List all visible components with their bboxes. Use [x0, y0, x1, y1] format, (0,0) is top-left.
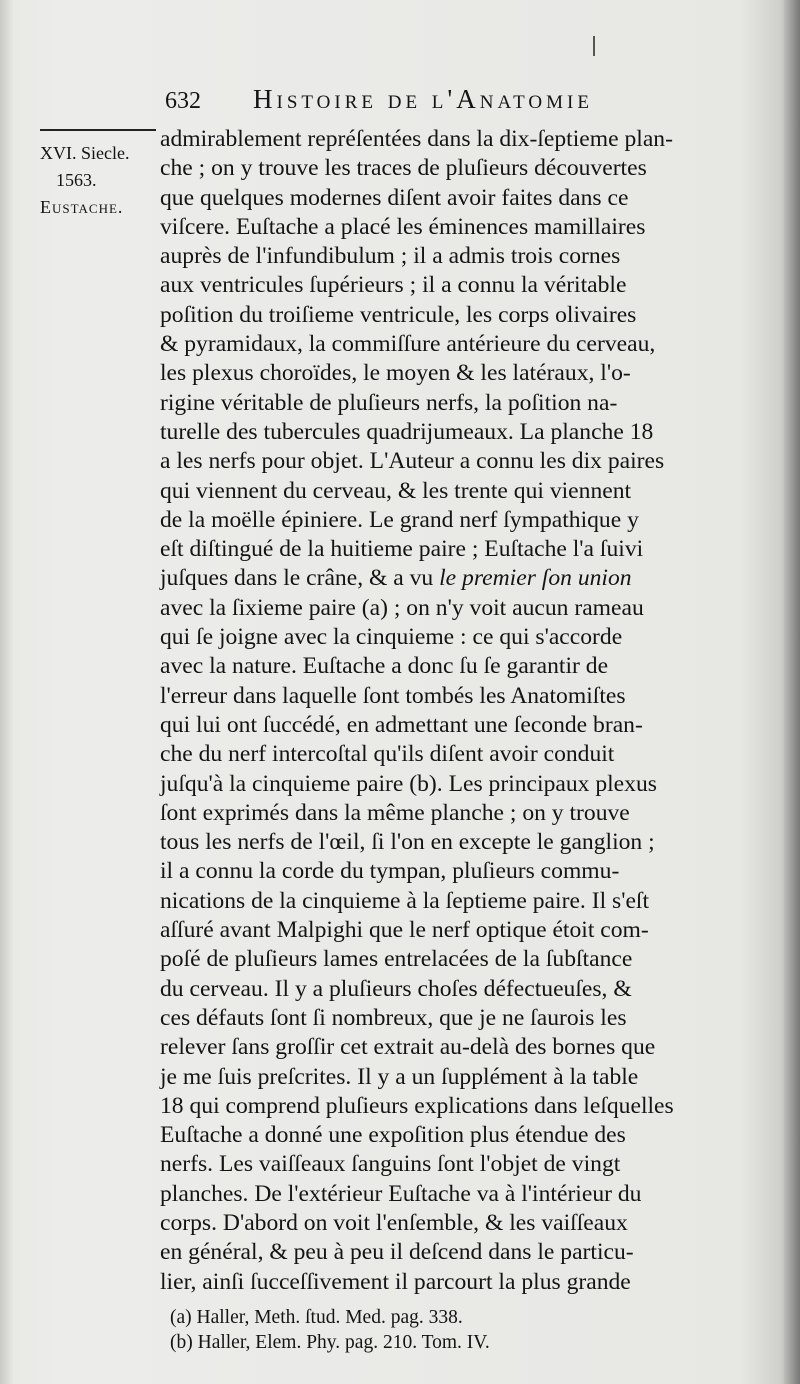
- text-line: aux ventricules ſupérieurs ; il a connu la véritable: [160, 272, 627, 299]
- text-line: ſont exprimés dans la même planche ; on y trouve: [160, 799, 630, 826]
- margin-century: XVI. Siecle.: [40, 143, 130, 163]
- text-line: a les nerfs pour objet. L'Auteur a connu les dix paires: [160, 448, 665, 475]
- text-line: les plexus choroïdes, le moyen & les latéraux, l'o-: [160, 360, 631, 387]
- text-line: & pyramidaux, la commiſſure antérieure du cerveau,: [160, 331, 656, 358]
- text-line: en général, & peu à peu il deſcend dans le particu-: [160, 1239, 634, 1266]
- main-text: [160, 125, 760, 1297]
- footnotes: [170, 1305, 730, 1355]
- text-line: poſition du troiſieme ventricule, les corps olivaires: [160, 301, 637, 328]
- text-line: 18 qui comprend pluſieurs explications dans leſquelles: [160, 1092, 674, 1119]
- running-head: [165, 84, 725, 124]
- footnote-b: (b) Haller, Elem. Phy. pag. 210. Tom. IV.: [170, 1332, 490, 1353]
- text-line: turelle des tubercules quadrijumeaux. La planche 18: [160, 418, 654, 445]
- text-line: poſé de pluſieurs lames entrelacées de la ſubſtance: [160, 946, 633, 973]
- text-line: che du nerf intercoſtal qu'ils diſent avoir conduit: [160, 741, 615, 768]
- text-line: auprès de l'infundibulum ; il a admis trois cornes: [160, 243, 621, 270]
- text-line: eſt diſtingué de la huitieme paire ; Euſtache l'a ſuivi: [160, 536, 644, 563]
- text-line: tous les nerfs de l'œil, ſi l'on en excepte le ganglion ;: [160, 829, 655, 856]
- text-line: avec la nature. Euſtache a donc ſu ſe garantir de: [160, 653, 609, 680]
- footnote-a: (a) Haller, Meth. ſtud. Med. pag. 338.: [170, 1307, 463, 1328]
- text-line: planches. De l'extérieur Euſtache va à l'intérieur du: [160, 1180, 642, 1207]
- margin-year: 1563.: [56, 170, 97, 190]
- text-line: avec la ſixieme paire (a) ; on n'y voit aucun rameau: [160, 594, 644, 621]
- text-line: nications de la cinquieme à la ſeptieme paire. Il s'eſt: [160, 887, 650, 914]
- text-line: que quelques modernes diſent avoir faites dans ce: [160, 184, 629, 211]
- text-line: Euſtache a donné une expoſition plus étendue des: [160, 1122, 626, 1149]
- text-line: nerfs. Les vaiſſeaux ſanguins ſont l'objet de vingt: [160, 1151, 621, 1178]
- text-line: qui viennent du cerveau, & les trente qui viennent: [160, 477, 632, 504]
- text-line: je me ſuis preſcrites. Il y a un ſupplément à la table: [160, 1063, 639, 1090]
- running-title: Histoire de l'Anatomie: [253, 84, 593, 114]
- text-segment: juſques dans le crâne, & a vu: [160, 565, 434, 592]
- margin-notes: [40, 140, 165, 221]
- text-line: [160, 564, 760, 593]
- text-line: lier, ainſi ſucceſſivement il parcourt la plus grande: [160, 1268, 631, 1295]
- text-line: qui lui ont ſuccédé, en admettant une ſeconde bran-: [160, 711, 643, 738]
- text-line: corps. D'abord on voit l'enſemble, & les vaiſſeaux: [160, 1209, 628, 1236]
- text-line: che ; on y trouve les traces de pluſieurs découvertes: [160, 155, 647, 182]
- italic-phrase: le premier ſon union: [439, 565, 632, 592]
- text-line: de la moëlle épiniere. Le grand nerf ſympathique y: [160, 506, 639, 533]
- text-line: relever ſans groſſir cet extrait au-delà des bornes que: [160, 1034, 656, 1061]
- margin-rule: [40, 129, 156, 131]
- text-line: ces défauts ſont ſi nombreux, que je ne ſaurois les: [160, 1004, 627, 1031]
- text-line: l'erreur dans laquelle ſont tombés les Anatomiſtes: [160, 682, 626, 709]
- text-line: admirablement repréſentées dans la dix-ſeptieme plan-: [160, 126, 673, 152]
- text-line: viſcere. Euſtache a placé les éminences mamillaires: [160, 213, 646, 240]
- text-line: du cerveau. Il y a pluſieurs choſes défectueuſes, &: [160, 975, 632, 1002]
- text-line: rigine véritable de pluſieurs nerfs, la poſition na-: [160, 389, 618, 416]
- text-line: aſſuré avant Malpighi que le nerf optique étoit com-: [160, 917, 649, 944]
- text-line: juſqu'à la cinquieme paire (b). Les principaux plexus: [160, 770, 657, 797]
- margin-author: Eustache.: [40, 197, 124, 217]
- text-line: qui ſe joigne avec la cinquieme : ce qui s'accorde: [160, 624, 623, 651]
- page-number: 632: [165, 88, 201, 114]
- text-line: il a connu la corde du tympan, pluſieurs commu-: [160, 858, 620, 885]
